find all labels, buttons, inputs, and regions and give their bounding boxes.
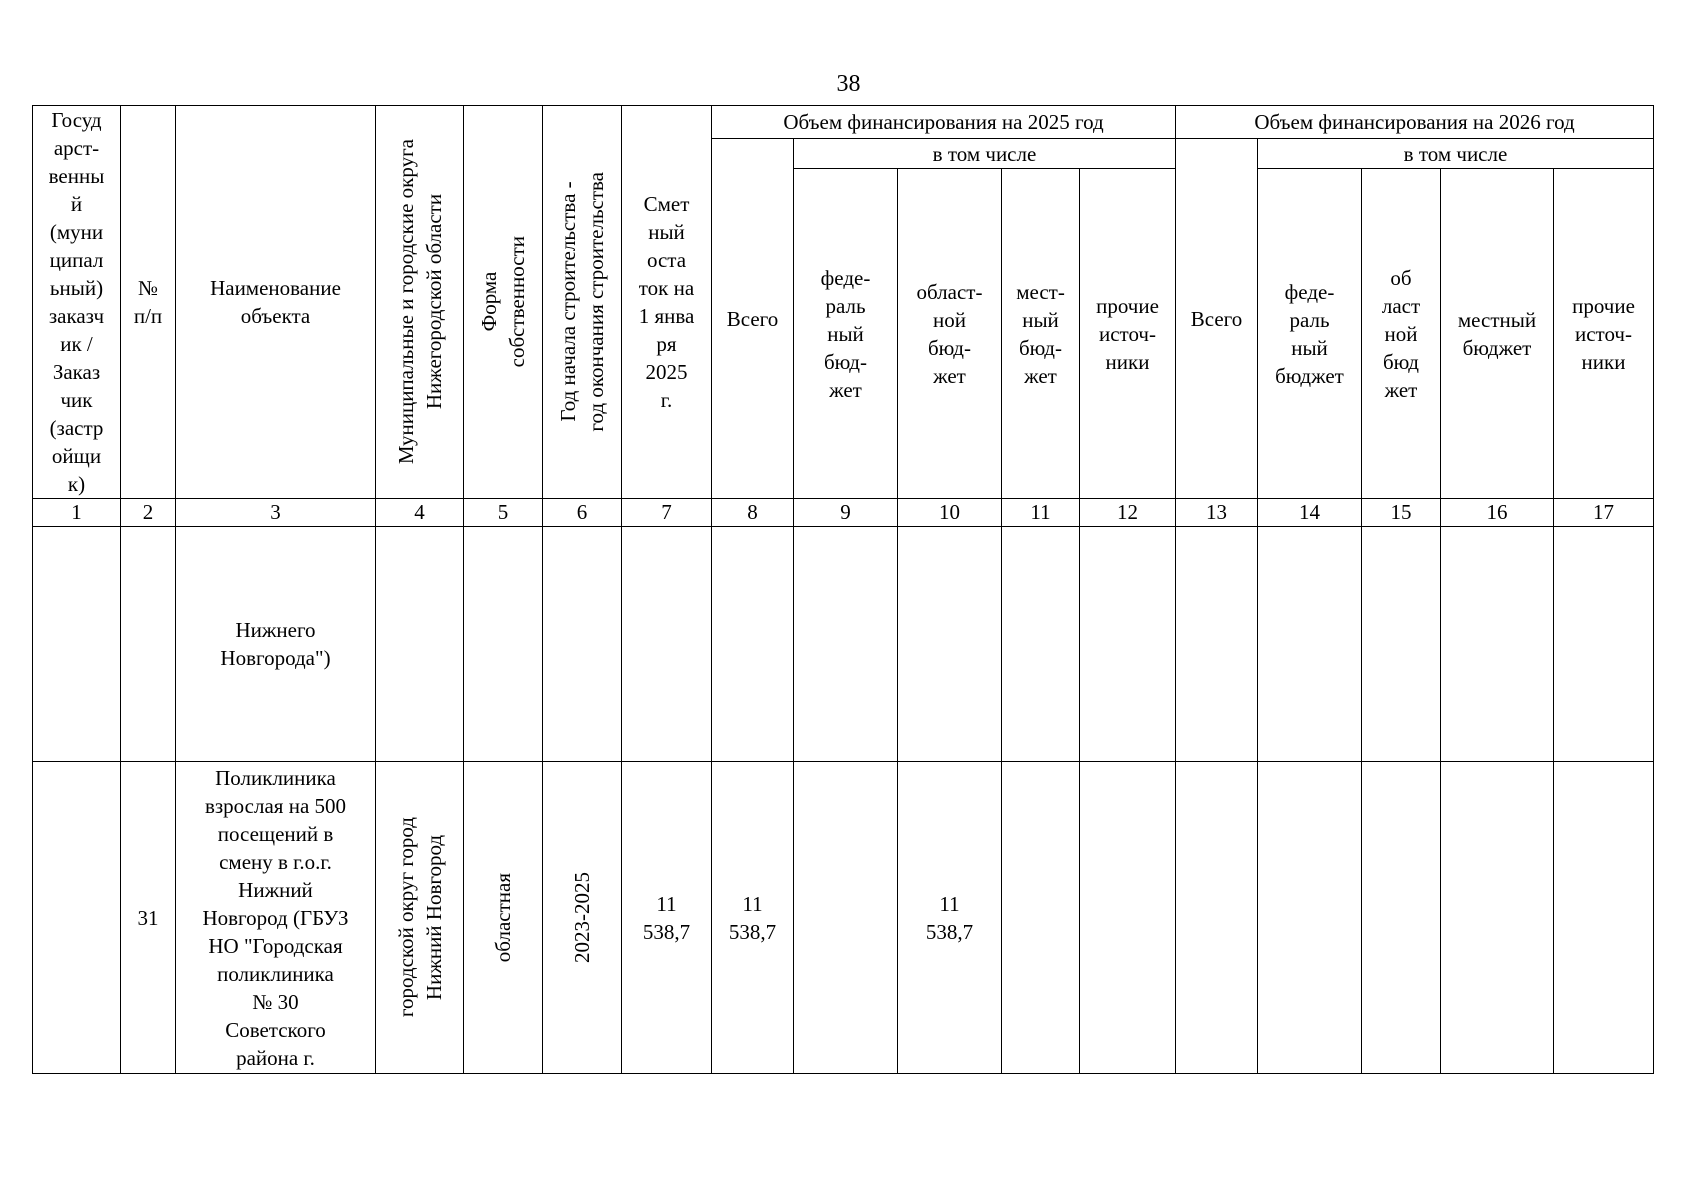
header-incl-2026: в том числе (1258, 139, 1654, 169)
cell-fed-2025 (794, 762, 898, 1074)
header-total-2025: Всего (712, 139, 794, 499)
cell-fed-2026 (1258, 527, 1362, 762)
column-number: 9 (794, 499, 898, 527)
column-number: 13 (1176, 499, 1258, 527)
header-reg-2025: област- ной бюд- жет (898, 169, 1002, 499)
cell-loc-2025 (1002, 527, 1080, 762)
table-row (33, 762, 1654, 1074)
header-years: Год начала строительства - год окончания строительства (543, 106, 622, 499)
cell-loc-2026 (1441, 762, 1554, 1074)
column-number: 6 (543, 499, 622, 527)
cell-oth-2025 (1080, 527, 1176, 762)
cell-total-2025: 11 538,7 (712, 762, 794, 1074)
header-fed-2026: феде- раль ный бюджет (1258, 169, 1362, 499)
column-number: 3 (176, 499, 376, 527)
cell-customer (33, 527, 121, 762)
header-number: № п/п (121, 106, 176, 499)
cell-ownership: областная (464, 762, 543, 1074)
header-ownership: Форма собственности (464, 106, 543, 499)
column-number: 5 (464, 499, 543, 527)
column-number: 11 (1002, 499, 1080, 527)
header-oth-2026: прочие источ- ники (1554, 169, 1654, 499)
cell-number (121, 527, 176, 762)
cell-estimate (622, 527, 712, 762)
column-number: 16 (1441, 499, 1554, 527)
column-number: 1 (33, 499, 121, 527)
column-number: 14 (1258, 499, 1362, 527)
header-row-1 (33, 106, 1654, 139)
cell-fed-2025 (794, 527, 898, 762)
cell-loc-2025 (1002, 762, 1080, 1074)
financing-table (32, 105, 1654, 1074)
header-oth-2025: прочие источ- ники (1080, 169, 1176, 499)
header-fed-2025: феде- раль ный бюд- жет (794, 169, 898, 499)
cell-total-2025 (712, 527, 794, 762)
cell-reg-2026 (1362, 527, 1441, 762)
column-number: 15 (1362, 499, 1441, 527)
cell-oth-2026 (1554, 762, 1654, 1074)
header-incl-2025: в том числе (794, 139, 1176, 169)
cell-years (543, 527, 622, 762)
header-object-name: Наименование объекта (176, 106, 376, 499)
column-number: 7 (622, 499, 712, 527)
header-customer: Госуд арст- венны й (муни ципал ьный) заказч ик / Заказ чик (застр ойщи к) (33, 106, 121, 499)
cell-oth-2026 (1554, 527, 1654, 762)
column-number: 17 (1554, 499, 1654, 527)
cell-total-2026 (1176, 527, 1258, 762)
cell-fed-2026 (1258, 762, 1362, 1074)
cell-oth-2025 (1080, 762, 1176, 1074)
cell-reg-2025 (898, 527, 1002, 762)
table-row (33, 527, 1654, 762)
column-number-row (33, 499, 1654, 527)
cell-reg-2025: 11 538,7 (898, 762, 1002, 1074)
header-loc-2025: мест- ный бюд- жет (1002, 169, 1080, 499)
cell-number: 31 (121, 762, 176, 1074)
column-number: 12 (1080, 499, 1176, 527)
header-estimate: Смет ный оста ток на 1 янва ря 2025 г. (622, 106, 712, 499)
header-loc-2026: местный бюджет (1441, 169, 1554, 499)
header-reg-2026: об ласт ной бюд жет (1362, 169, 1441, 499)
column-number: 4 (376, 499, 464, 527)
header-funding-2026: Объем финансирования на 2026 год (1176, 106, 1654, 139)
header-total-2026: Всего (1176, 139, 1258, 499)
page-number: 38 (836, 71, 861, 97)
column-number: 10 (898, 499, 1002, 527)
header-municipal: Муниципальные и городские округа Нижегородской области (376, 106, 464, 499)
cell-estimate: 11 538,7 (622, 762, 712, 1074)
cell-object-name: Поликлиника взрослая на 500 посещений в смену в г.о.г. Нижний Новгород (ГБУЗ НО "Городская поликлиника № 30 Советского района г. (176, 762, 376, 1074)
cell-municipal: городской округ город Нижний Новгород (376, 762, 464, 1074)
cell-ownership (464, 527, 543, 762)
cell-object-name: Нижнего Новгорода") (176, 527, 376, 762)
cell-years: 2023-2025 (543, 762, 622, 1074)
cell-reg-2026 (1362, 762, 1441, 1074)
cell-municipal (376, 527, 464, 762)
cell-total-2026 (1176, 762, 1258, 1074)
column-number: 2 (121, 499, 176, 527)
cell-customer (33, 762, 121, 1074)
column-number: 8 (712, 499, 794, 527)
header-funding-2025: Объем финансирования на 2025 год (712, 106, 1176, 139)
cell-loc-2026 (1441, 527, 1554, 762)
